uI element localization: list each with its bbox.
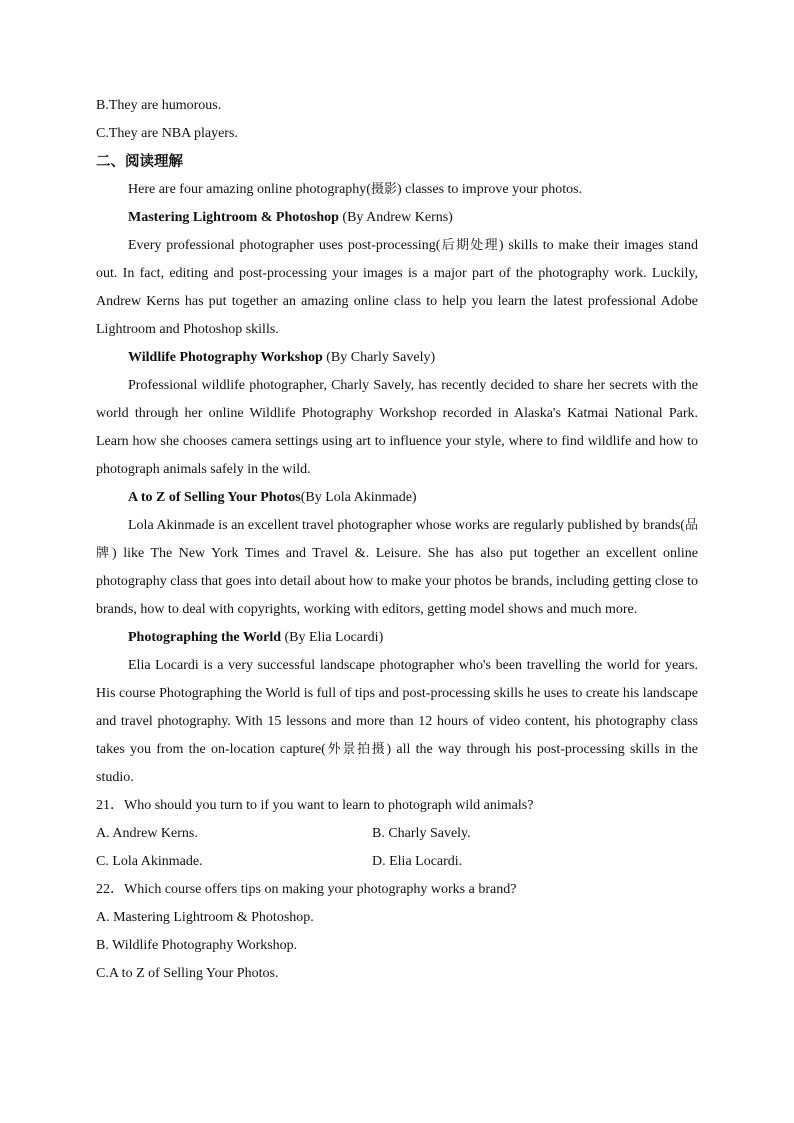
document-page [96,92,698,988]
course-description-part: ) skills to make their images stand out. In fact, editing and post-processing your images is a major part of the photography work. Luckily, Andrew Kerns has put together an amazing online class to help you learn the latest professional Adobe Lightroom and Photoshop skills. [96,238,698,337]
answer-option: D. Elia Locardi. [372,854,463,869]
course-description [96,232,698,344]
course-description-part: Elia Locardi is a very successful landscape photographer who's been travelling the world for years. His course Photographing the World is full of tips and post-processing skills he uses to create his landscape and travel photography. With 15 lessons and more than 12 hours of video content, his photography class takes you from the on-location capture( [96,658,698,757]
question-options-row [96,820,698,848]
course-description-part: Lola Akinmade is an excellent travel photographer whose works are regularly published by brands( [128,518,685,533]
question-options-row [96,848,698,876]
answer-option: C. Lola Akinmade. [96,854,203,869]
course-heading [96,204,698,232]
intro-text-cn: 摄影 [370,182,397,197]
course-title: Photographing the World [128,630,281,645]
answer-option: B. Wildlife Photography Workshop. [96,938,298,953]
course-author: (By Lola Akinmade) [300,490,417,505]
course-description-cn: 后期处理 [440,238,499,253]
answer-option: A. Mastering Lightroom & Photoshop. [96,910,314,925]
section-title: 二、阅读理解 [96,154,183,170]
previous-option-b: B.They are humorous. [96,98,222,113]
intro-text [96,176,698,204]
intro-text-after: ) classes to improve your photos. [396,182,583,197]
course-description [96,512,698,624]
course-description: Professional wildlife photographer, Charly Savely, has recently decided to share her secrets with the world through her online Wildlife Photography Workshop recorded in Alaska's Katmai National Park. Learn how she chooses camera settings using art to influence your style, where to find wildlife and how to photograph animals safely in the wild. [96,378,698,477]
answer-option: A. Andrew Kerns. [96,826,198,841]
answer-option: C.A to Z of Selling Your Photos. [96,966,279,981]
course-heading [96,484,698,512]
course-description-cn: 品牌 [96,518,698,561]
course-author: (By Elia Locardi) [281,630,384,645]
course-title: Mastering Lightroom & Photoshop [128,210,339,225]
course-author: (By Charly Savely) [322,350,436,365]
question-stem: 22．Which course offers tips on making your photography works a brand? [96,882,517,897]
previous-option-c: C.They are NBA players. [96,126,238,141]
course-description-part: Every professional photographer uses post-processing( [128,238,441,253]
course-description-part: ) like The New York Times and Travel &. Leisure. She has also put together an excellent online photography class that goes into detail about how to make your photos be brands, including getting close to brands, how to deal with copyrights, working with editors, getting model shows and much more. [96,546,698,617]
course-title: A to Z of Selling Your Photos [128,490,301,505]
intro-text-before: Here are four amazing online photography( [128,182,371,197]
course-description-part: ) all the way through his post-processing skills in the studio. [96,742,698,785]
course-author: (By Andrew Kerns) [338,210,453,225]
course-title: Wildlife Photography Workshop [128,350,323,365]
course-description [96,652,698,792]
course-heading [96,624,698,652]
question-stem: 21．Who should you turn to if you want to learn to photograph wild animals? [96,798,534,813]
course-heading [96,344,698,372]
course-description-cn: 外景拍摄 [325,742,387,757]
answer-option: B. Charly Savely. [372,826,471,841]
